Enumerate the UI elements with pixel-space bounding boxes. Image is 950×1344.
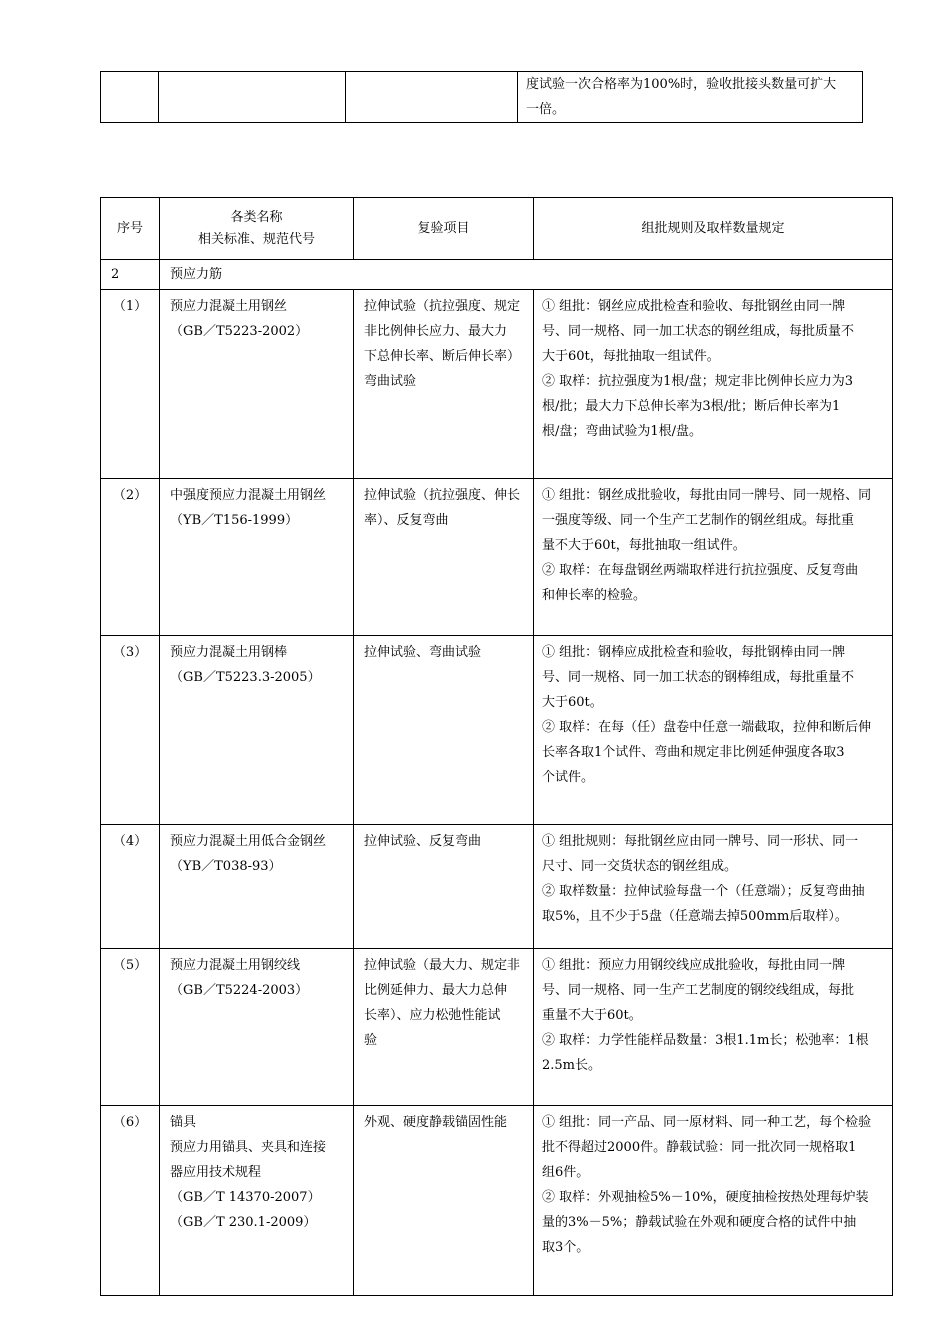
row-seq: （2） bbox=[101, 479, 160, 636]
header-test: 复验项目 bbox=[354, 198, 534, 260]
continued-text-line: 一倍。 bbox=[526, 102, 566, 117]
table-cell bbox=[159, 72, 346, 123]
header-name: 各类名称 相关标准、规范代号 bbox=[160, 198, 354, 260]
row-rule: ① 组批：钢丝成批验收，每批由同一牌号、同一规格、同 一强度等级、同一个生产工艺制作的钢丝组成。每批重 量不大于60t，每批抽取一组试件。 ② 取样：在每盘钢丝两端取样进行抗拉强度、反复弯曲 和伸长率的检验。 bbox=[534, 479, 893, 636]
header-seq: 序号 bbox=[101, 198, 160, 260]
header-row bbox=[101, 198, 893, 260]
table-cell bbox=[346, 72, 518, 123]
section-seq: 2 bbox=[101, 260, 160, 290]
row-test: 拉伸试验、弯曲试验 bbox=[354, 636, 534, 825]
row-rule: ① 组批：钢棒应成批检查和验收，每批钢棒由同一牌 号、同一规格、同一加工状态的钢棒组成，每批重量不 大于60t。 ② 取样：在每（任）盘卷中任意一端截取，拉伸和断后伸 长率各取1个试件、弯曲和规定非比例延伸强度各取3 个试件。 bbox=[534, 636, 893, 825]
table-row bbox=[101, 825, 893, 949]
table-cell bbox=[518, 72, 863, 123]
row-seq: （5） bbox=[101, 949, 160, 1106]
table-row bbox=[101, 949, 893, 1106]
row-rule: ① 组批：预应力用钢绞线应成批验收，每批由同一牌 号、同一规格、同一生产工艺制度的钢绞线组成，每批 重量不大于60t。 ② 取样：力学性能样品数量：3根1.1m长；松弛率：1根 2.5m长。 bbox=[534, 949, 893, 1106]
row-name: 锚具 预应力用锚具、夹具和连接 器应用技术规程 （GB／T 14370-2007） （GB／T 230.1-2009） bbox=[160, 1106, 354, 1296]
table-row bbox=[101, 290, 893, 479]
continued-text-line: 度试验一次合格率为100%时，验收批接头数量可扩大 bbox=[526, 77, 837, 92]
sampling-rules-table bbox=[100, 197, 893, 1296]
row-test: 拉伸试验（最大力、规定非 比例延伸力、最大力总伸 长率）、应力松弛性能试 验 bbox=[354, 949, 534, 1106]
row-test: 拉伸试验、反复弯曲 bbox=[354, 825, 534, 949]
table-row bbox=[101, 479, 893, 636]
table-cell bbox=[101, 72, 159, 123]
row-seq: （3） bbox=[101, 636, 160, 825]
row-name: 预应力混凝土用钢丝 （GB／T5223-2002） bbox=[160, 290, 354, 479]
row-seq: （1） bbox=[101, 290, 160, 479]
row-rule: ① 组批：钢丝应成批检查和验收、每批钢丝由同一牌 号、同一规格、同一加工状态的钢丝组成，每批质量不 大于60t，每批抽取一组试件。 ② 取样：抗拉强度为1根/盘；规定非比例伸长应力为3 根/批；最大力下总伸长率为3根/批；断后伸长率为1 根/盘；弯曲试验为1根/盘。 bbox=[534, 290, 893, 479]
continued-table bbox=[100, 71, 863, 123]
row-rule: ① 组批：同一产品、同一原材料、同一种工艺，每个检验 批不得超过2000件。静载试验：同一批次同一规格取1 组6件。 ② 取样：外观抽检5%－10%，硬度抽检按热处理每炉装 量的3%－5%；静载试验在外观和硬度合格的试件中抽 取3个。 bbox=[534, 1106, 893, 1296]
table-row bbox=[101, 636, 893, 825]
row-seq: （4） bbox=[101, 825, 160, 949]
row-name: 预应力混凝土用低合金钢丝 （YB／T038-93） bbox=[160, 825, 354, 949]
row-test: 拉伸试验（抗拉强度、规定 非比例伸长应力、最大力 下总伸长率、断后伸长率） 弯曲试验 bbox=[354, 290, 534, 479]
section-title: 预应力筋 bbox=[160, 260, 893, 290]
row-test: 拉伸试验（抗拉强度、伸长 率）、反复弯曲 bbox=[354, 479, 534, 636]
row-rule: ① 组批规则：每批钢丝应由同一牌号、同一形状、同一 尺寸、同一交货状态的钢丝组成。 ② 取样数量：拉伸试验每盘一个（任意端）；反复弯曲抽 取5%，且不少于5盘（任意端去掉500mm后取样）。 bbox=[534, 825, 893, 949]
row-name: 预应力混凝土用钢绞线 （GB／T5224-2003） bbox=[160, 949, 354, 1106]
row-seq: （6） bbox=[101, 1106, 160, 1296]
header-rule: 组批规则及取样数量规定 bbox=[534, 198, 893, 260]
table-row bbox=[101, 1106, 893, 1296]
row-test: 外观、硬度静载锚固性能 bbox=[354, 1106, 534, 1296]
row-name: 中强度预应力混凝土用钢丝 （YB／T156-1999） bbox=[160, 479, 354, 636]
row-name: 预应力混凝土用钢棒 （GB／T5223.3-2005） bbox=[160, 636, 354, 825]
section-row bbox=[101, 260, 893, 290]
table-row bbox=[101, 72, 863, 123]
